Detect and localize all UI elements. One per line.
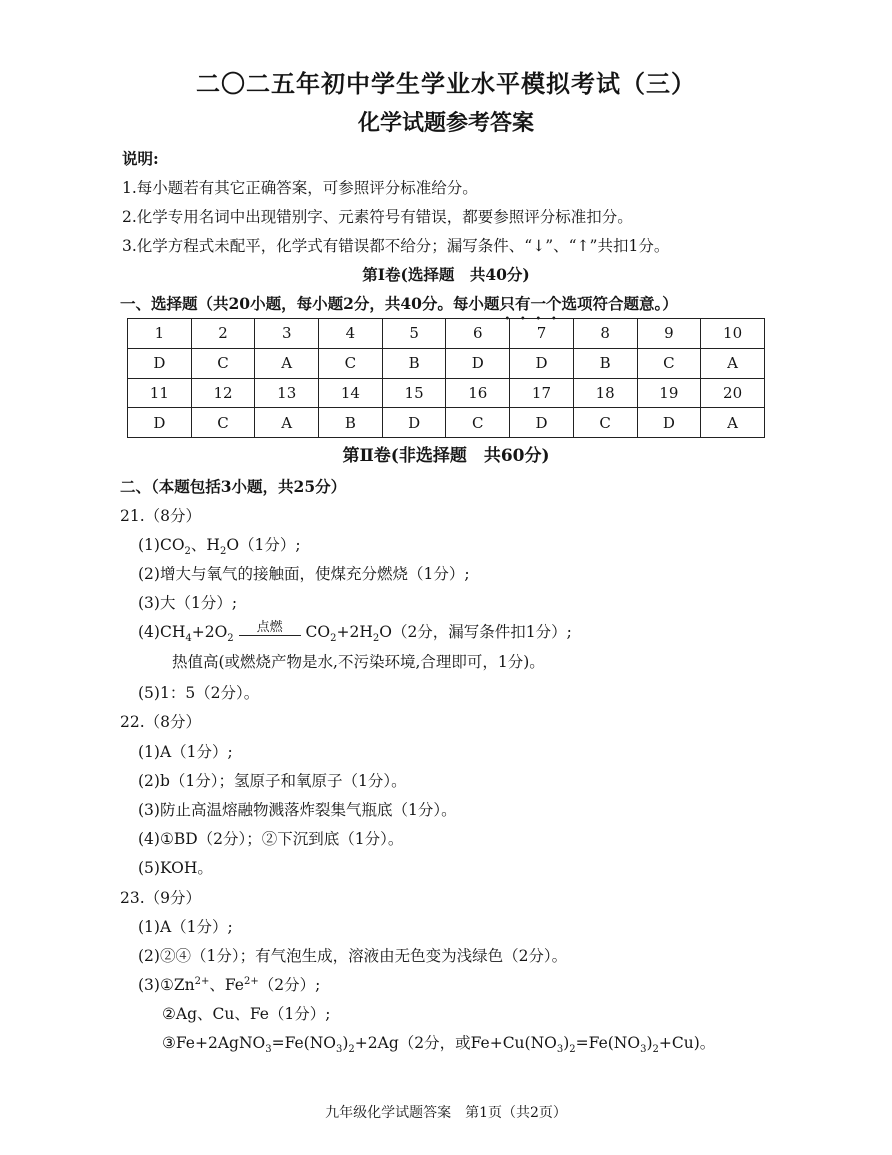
table-cell: B bbox=[382, 348, 446, 378]
note-item-1: 1.每小题若有其它正确答案，可参照评分标准给分。 bbox=[122, 179, 478, 197]
table-cell: 1 bbox=[128, 319, 192, 349]
document-title: 二〇二五年初中学生学业水平模拟考试（三） bbox=[196, 69, 696, 98]
table-cell: 16 bbox=[446, 378, 510, 408]
table-cell: C bbox=[637, 348, 701, 378]
table-cell: 19 bbox=[637, 378, 701, 408]
q22-answer-1: (1)A（1分）; bbox=[138, 743, 233, 761]
table-cell: 12 bbox=[191, 378, 255, 408]
table-cell: D bbox=[446, 348, 510, 378]
table-cell: A bbox=[255, 408, 319, 438]
table-row bbox=[128, 348, 765, 378]
document-subtitle: 化学试题参考答案 bbox=[357, 110, 534, 136]
part1-title: 第Ⅰ卷(选择题 共40分) bbox=[362, 265, 530, 284]
q22-answer-3: (3)防止高温熔融物溅落炸裂集气瓶底（1分）。 bbox=[138, 801, 457, 819]
q23-answer-3: $(3)①Zn^{2+}$、$Fe^{2+}(2$分）; bbox=[138, 975, 321, 994]
table-cell: C bbox=[573, 408, 637, 438]
table-cell: 9 bbox=[637, 319, 701, 349]
table-cell: 20 bbox=[701, 378, 765, 408]
table-cell: 8 bbox=[573, 319, 637, 349]
table-cell: 15 bbox=[382, 378, 446, 408]
table-cell: A bbox=[701, 348, 765, 378]
table-cell: D bbox=[128, 408, 192, 438]
table-cell: 14 bbox=[319, 378, 383, 408]
table-cell: D bbox=[637, 408, 701, 438]
q22-answer-4: (4)①BD（2分）；②下沉到底（1分）。 bbox=[138, 830, 404, 848]
q21-heading: 21.（8分） bbox=[120, 507, 202, 525]
table-cell: 13 bbox=[255, 378, 319, 408]
table-cell: 2 bbox=[191, 319, 255, 349]
section-one-suffix: 选项符合题意。） bbox=[561, 294, 678, 313]
table-cell: 11 bbox=[128, 378, 192, 408]
q23-answer-1: (1)A（1分）; bbox=[138, 918, 233, 936]
table-cell: B bbox=[573, 348, 637, 378]
part2-title: 第Ⅱ卷(非选择题 共60分) bbox=[342, 446, 550, 466]
reaction-condition: 点燃 bbox=[239, 621, 301, 636]
table-cell: D bbox=[510, 408, 574, 438]
table-cell: C bbox=[191, 348, 255, 378]
note-item-2: 2.化学专用名词中出现错别字、元素符号有错误，都要参照评分标准扣分。 bbox=[122, 208, 633, 226]
note-item-3: 3.化学方程式未配平，化学式有错误都不给分；漏写条件、“↓”、“↑”共扣1分。 bbox=[122, 237, 670, 255]
table-cell: 6 bbox=[446, 319, 510, 349]
q22-heading: 22.（8分） bbox=[120, 713, 202, 731]
table-cell: 18 bbox=[573, 378, 637, 408]
table-row bbox=[128, 378, 765, 408]
q21-answer-5: (5)1：5（2分）。 bbox=[138, 684, 260, 702]
table-cell: D bbox=[128, 348, 192, 378]
table-row bbox=[128, 319, 765, 349]
q21-answer-4: $(4)CH_4+2O_2$ 点燃 $CO_2+2H_2O(2$分，漏写条件扣1分）; bbox=[138, 620, 572, 645]
table-cell: 17 bbox=[510, 378, 574, 408]
q21-answer-3: (3)大（1分）; bbox=[138, 594, 238, 612]
table-cell: 7 bbox=[510, 319, 574, 349]
table-cell: D bbox=[510, 348, 574, 378]
section-one-emphasis: 只有一个 bbox=[499, 294, 562, 313]
notes-heading: 说明: bbox=[122, 149, 159, 168]
table-cell: 4 bbox=[319, 319, 383, 349]
q23-answer-3b: ②Ag、Cu、Fe（1分）; bbox=[162, 1005, 331, 1023]
table-cell: D bbox=[382, 408, 446, 438]
q23-heading: 23.（9分） bbox=[120, 889, 202, 907]
table-cell: B bbox=[319, 408, 383, 438]
page-footer: 九年级化学试题答案 第1页（共2页） bbox=[325, 1105, 567, 1121]
q23-answer-2: (2)②④（1分）；有气泡生成，溶液由无色变为浅绿色（2分）。 bbox=[138, 947, 568, 965]
q22-answer-2: (2)b（1分）；氢原子和氧原子（1分）。 bbox=[138, 772, 407, 790]
q21-answer-4b: 热值高(或燃烧产物是水,不污染环境,合理即可，1分)。 bbox=[172, 653, 545, 671]
table-cell: A bbox=[255, 348, 319, 378]
table-cell: A bbox=[701, 408, 765, 438]
table-cell: 10 bbox=[701, 319, 765, 349]
section-one-prefix: 一、选择题（共20小题，每小题2分，共40分。每小题 bbox=[120, 294, 500, 313]
answer-table bbox=[127, 318, 765, 438]
section-two-heading: 二、（本题包括3小题，共25分） bbox=[120, 477, 347, 496]
table-cell: C bbox=[191, 408, 255, 438]
q21-answer-1: $(1)CO_2$、$H_2O(1$分）; bbox=[138, 536, 301, 558]
table-cell: 3 bbox=[255, 319, 319, 349]
q23-answer-3c: $③Fe+2AgNO_3=Fe(NO_3)_2+2Ag(2$分，或$Fe+Cu(NO_3)_2=Fe(NO_3)_2+Cu$)。 bbox=[162, 1034, 716, 1056]
table-cell: 5 bbox=[382, 319, 446, 349]
table-cell: C bbox=[446, 408, 510, 438]
q21-answer-2: (2)增大与氧气的接触面，使煤充分燃烧（1分）; bbox=[138, 565, 470, 583]
table-cell: C bbox=[319, 348, 383, 378]
q22-answer-5: (5)KOH。 bbox=[138, 859, 213, 877]
table-row bbox=[128, 408, 765, 438]
